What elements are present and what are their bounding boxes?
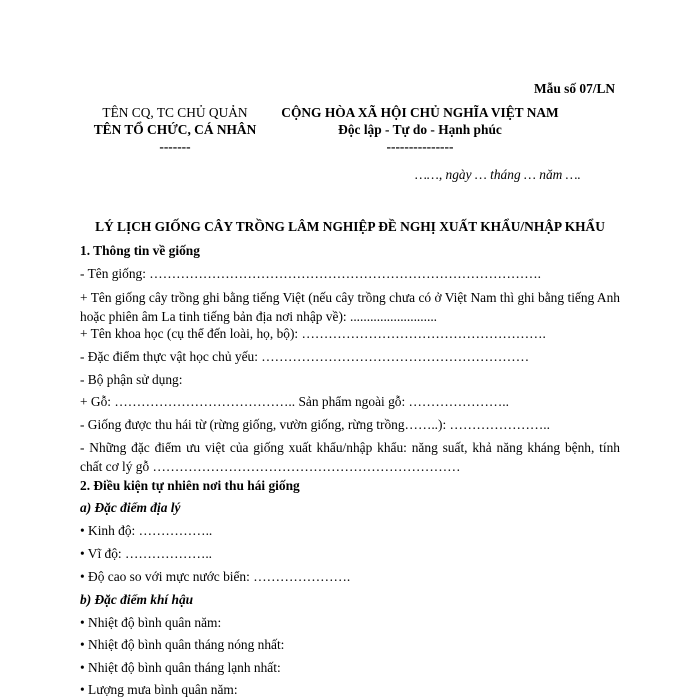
header-right-dashes: --------------- — [386, 139, 454, 154]
list-item: • Độ cao so với mực nước biển: …………………. — [80, 569, 351, 584]
list-item: • Kinh độ: …………….. — [80, 523, 213, 538]
list-item: + Tên giống cây trồng ghi bằng tiếng Việt (nếu cây trồng chưa có ở Việt Nam thì ghi bằng tiếng Anh hoặc phiên âm La tinh tiếng bản địa nơi nhập về): .......................... — [80, 290, 620, 324]
subsection-b-heading: b) Đặc điểm khí hậu — [80, 592, 194, 607]
list-item: + Gỗ: ………………………………….. Sản phẩm ngoài gỗ: ………………….. — [80, 394, 509, 409]
motto: Độc lập - Tự do - Hạnh phúc — [338, 122, 502, 137]
country-name: CỘNG HÒA XÃ HỘI CHỦ NGHĨA VIỆT NAM — [281, 105, 559, 120]
list-item: • Lượng mưa bình quân năm: — [80, 682, 238, 697]
subsection-a-heading: a) Đặc điểm địa lý — [80, 500, 181, 515]
list-item: - Đặc điểm thực vật học chủ yếu: …………………………………………………… — [80, 349, 530, 364]
list-item: • Nhiệt độ bình quân tháng nóng nhất: — [80, 637, 285, 652]
form-code: Mẫu số 07/LN — [534, 81, 616, 96]
section1-heading: 1. Thông tin về giống — [80, 243, 200, 258]
list-item: • Nhiệt độ bình quân tháng lạnh nhất: — [80, 660, 281, 675]
header-left — [80, 104, 270, 155]
section2-heading: 2. Điều kiện tự nhiên nơi thu hái giống — [80, 478, 300, 493]
agency-name: TÊN CQ, TC CHỦ QUẢN — [102, 105, 248, 120]
date-line: ……, ngày … tháng … năm …. — [415, 167, 581, 182]
document-title: LÝ LỊCH GIỐNG CÂY TRỒNG LÂM NGHIỆP ĐỀ NGHỊ XUẤT KHẨU/NHẬP KHẨU — [95, 219, 605, 234]
list-item: • Vĩ độ: ……………….. — [80, 546, 213, 561]
header-left-dashes: ------- — [159, 139, 191, 154]
list-item: - Giống được thu hái từ (rừng giống, vườn giống, rừng trồng……..): ………………….. — [80, 417, 550, 432]
header-right — [270, 104, 570, 155]
list-item: • Nhiệt độ bình quân năm: — [80, 615, 222, 630]
organization-name: TÊN TỔ CHỨC, CÁ NHÂN — [93, 122, 257, 137]
list-item: + Tên khoa học (cụ thể đến loài, họ, bộ): ………………………………………………. — [80, 326, 546, 341]
list-item: - Những đặc điểm ưu việt của giống xuất khẩu/nhập khẩu: năng suất, khả năng kháng bệnh, tính chất cơ lý gỗ …………………………………………………………… — [80, 440, 620, 474]
list-item: - Tên giống: ……………………………………………………………………………. — [80, 266, 541, 281]
list-item: - Bộ phận sử dụng: — [80, 372, 183, 387]
